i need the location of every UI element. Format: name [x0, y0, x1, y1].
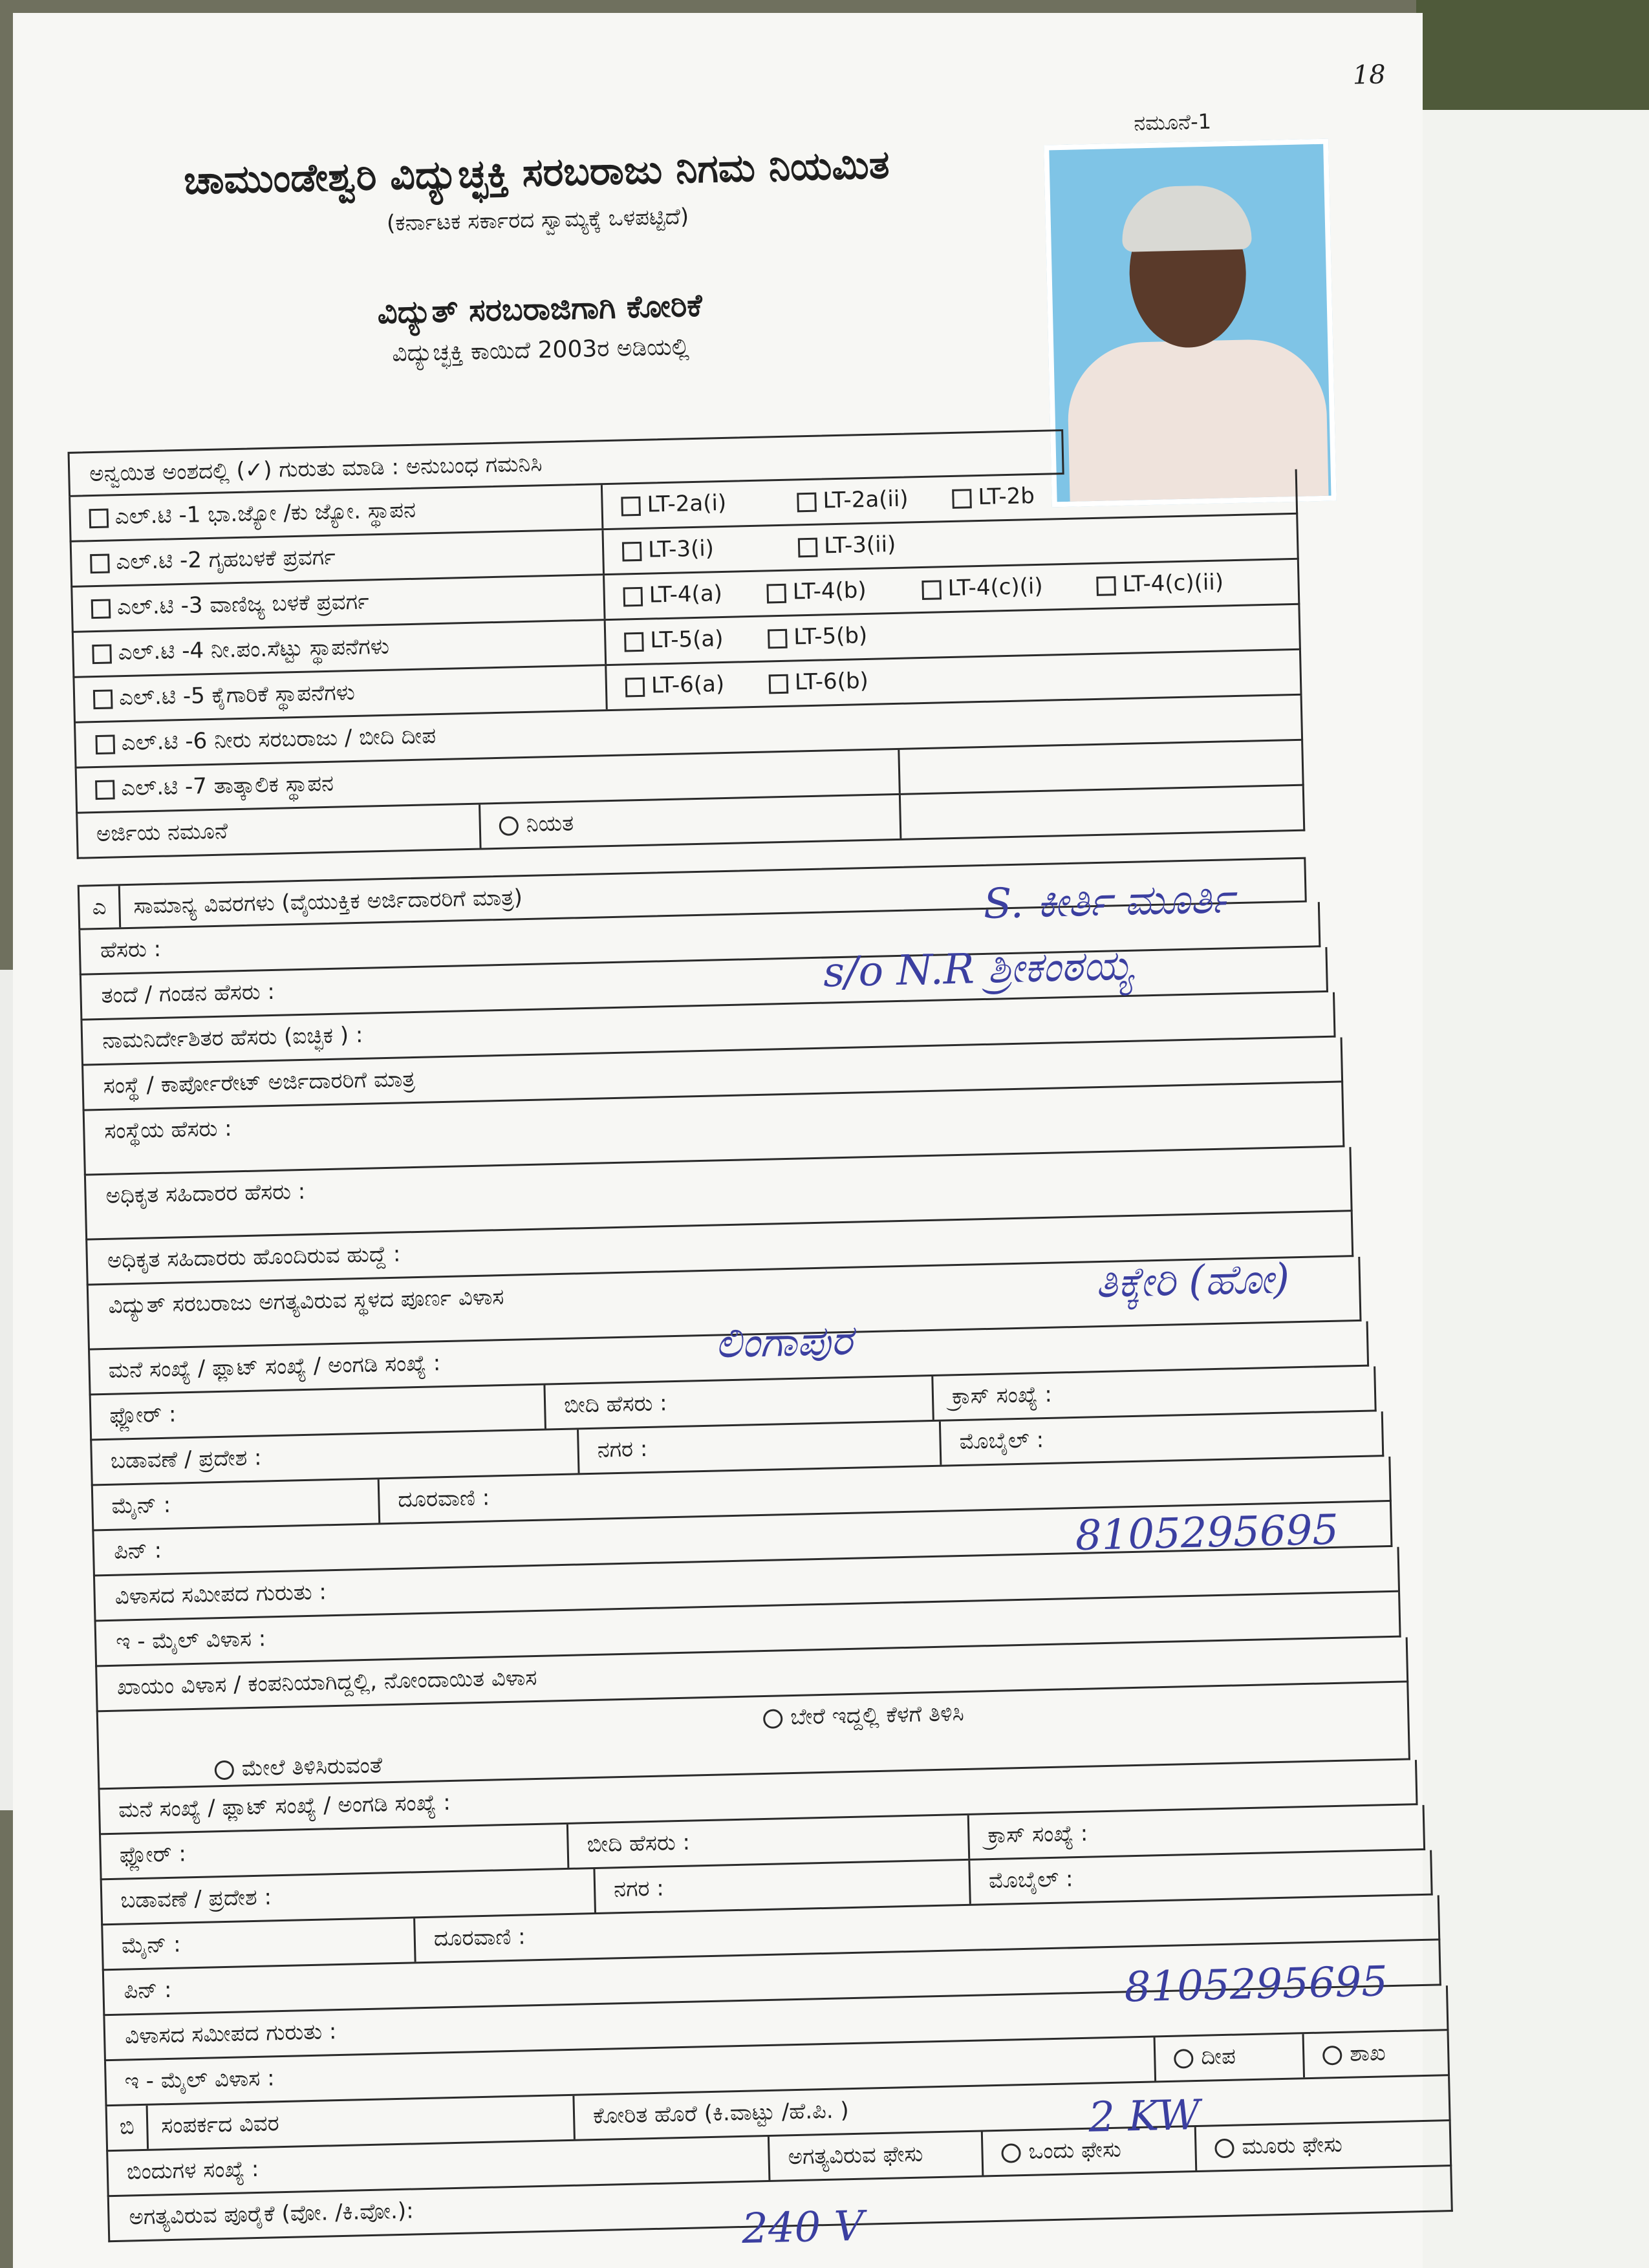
- cross-label: ಕ್ರಾಸ್ ಸಂಖ್ಯೆ :: [987, 1820, 1088, 1849]
- pin-label: ಪಿನ್ :: [124, 1976, 172, 2004]
- checkbox[interactable]: [623, 586, 643, 606]
- form-header: [32, 16, 1042, 376]
- same-option-label: ಮೇಲೆ ತಿಳಿಸಿರುವಂತೆ: [241, 1752, 383, 1782]
- section-title: ಸಾಮಾನ್ಯ ವಿವರಗಳು (ವೈಯುಕ್ತಿಕ ಅರ್ಜಿದಾರರಿಗೆ ಮಾತ್ರ): [133, 884, 523, 919]
- tariff-code: LT-2a(ii): [823, 486, 909, 514]
- radio-button[interactable]: [1174, 2049, 1194, 2069]
- radio-button[interactable]: [214, 1760, 234, 1780]
- nominee-label: ನಾಮನಿರ್ದೇಶಿತರ ಹೆಸರು (ಐಚ್ಛಿಕ ) :: [102, 1022, 363, 1054]
- category-label: ಎಲ್.ಟಿ -6 ನೀರು ಸರಬರಾಜು / ಬೀದಿ ದೀಪ: [121, 723, 436, 756]
- name-label: ಹೆಸರು :: [100, 936, 162, 963]
- photo-hair: [1121, 184, 1252, 252]
- form-subtitle: ವಿದ್ಯುಚ್ಛಕ್ತಿ ಕಾಯಿದೆ 2003ರ ಅಡಿಯಲ್ಲಿ: [391, 334, 690, 367]
- checkbox[interactable]: [952, 489, 972, 509]
- handwritten-name: S. ಕೀರ್ತಿ ಮೂರ್ತಿ: [982, 875, 1234, 928]
- radio-button[interactable]: [1214, 2138, 1234, 2158]
- form-sheet: [32, 8, 1460, 2262]
- checkbox[interactable]: [91, 599, 111, 619]
- checkbox[interactable]: [95, 780, 115, 800]
- application-type-option: ನಿಯತ: [526, 810, 574, 837]
- tariff-code: LT-4(c)(ii): [1122, 569, 1224, 597]
- checkbox[interactable]: [90, 553, 110, 573]
- application-type-label: ಅರ್ಜಿಯ ನಮೂನೆ: [96, 818, 228, 848]
- org-name-label: ಸಂಸ್ಥೆಯ ಹೆಸರು :: [103, 1115, 233, 1144]
- checkbox[interactable]: [768, 628, 788, 648]
- points-label: ಬಿಂದುಗಳ ಸಂಖ್ಯೆ :: [126, 2156, 259, 2185]
- checkbox[interactable]: [89, 508, 109, 528]
- main-label: ಮೈನ್ :: [111, 1492, 171, 1519]
- checkbox[interactable]: [95, 734, 115, 754]
- checkbox[interactable]: [93, 689, 113, 709]
- power-label: ಅಗತ್ಯವಿರುವ ಪೂರೈಕೆ (ವೋ. /ಕಿ.ವೋ.):: [129, 2198, 415, 2231]
- category-label: ಎಲ್.ಟಿ -2 ಗೃಹಬಳಕೆ ಪ್ರವರ್ಗ: [115, 544, 336, 575]
- radio-button[interactable]: [1322, 2045, 1342, 2065]
- phase-label: ಅಗತ್ಯವಿರುವ ಫೇಸು: [788, 2141, 923, 2170]
- email-label: ಇ - ಮೈಲ್ ವಿಳಾಸ :: [115, 1625, 266, 1655]
- category-label: ಎಲ್.ಟಿ -4 ನೀ.ಪಂ.ಸೆಟ್ಟು ಸ್ಥಾಪನೆಗಳು: [118, 633, 390, 666]
- heat-option: ಶಾಖ: [1349, 2040, 1386, 2067]
- page-number: 18: [1352, 59, 1386, 91]
- house-label: ಮನೆ ಸಂಖ್ಯೆ / ಫ್ಲಾಟ್ ಸಂಖ್ಯೆ / ಅಂಗಡಿ ಸಂಖ್ಯೆ :: [108, 1350, 441, 1384]
- form-paper: [13, 13, 1423, 2268]
- section-letter: ಬಿ: [107, 2106, 149, 2150]
- floor-label: ಫ್ಲೋರ್ :: [109, 1401, 177, 1429]
- checkbox[interactable]: [92, 644, 112, 664]
- three-phase-label: ಮೂರು ಫೇಸು: [1241, 2131, 1343, 2160]
- background-strip: [1416, 0, 1649, 110]
- main-label: ಮೈನ್ :: [121, 1931, 181, 1959]
- radio-button[interactable]: [499, 816, 519, 836]
- section-title: ಸಂಪರ್ಕದ ವಿವರ: [160, 2110, 280, 2139]
- category-label: ಎಲ್.ಟಿ -1 ಭಾ.ಜ್ಯೋ /ಕು ಜ್ಯೋ. ಸ್ಥಾಪನ: [114, 497, 416, 530]
- tariff-code: LT-3(ii): [823, 531, 896, 559]
- landmark-label: ವಿಳಾಸದ ಸಮೀಪದ ಗುರುತು :: [124, 2018, 337, 2049]
- house-label: ಮನೆ ಸಂಖ್ಯೆ / ಫ್ಲಾಟ್ ಸಂಖ್ಯೆ / ಅಂಗಡಿ ಸಂಖ್ಯೆ :: [118, 1790, 451, 1823]
- checkbox[interactable]: [798, 537, 818, 557]
- load-label: ಕೋರಿತ ಹೊರೆ (ಕಿ.ವಾಟ್ಟು /ಹೆ.ಪಿ. ): [592, 2097, 850, 2130]
- tariff-code: LT-5(a): [649, 626, 724, 654]
- single-phase-label: ಒಂದು ಫೇಸು: [1028, 2136, 1122, 2165]
- handwritten-address-1: ಲಿಂಗಾಪುರ: [715, 1316, 854, 1368]
- org-name: ಚಾಮುಂಡೇಶ್ವರಿ ವಿದ್ಯುಚ್ಛಕ್ತಿ ಸರಬರಾಜು ನಿಗಮ ನಿಯಮಿತ: [183, 142, 890, 204]
- permanent-address-label: ಖಾಯಂ ವಿಳಾಸ / ಕಂಪನಿಯಾಗಿದ್ದಲ್ಲಿ, ನೋಂದಾಯಿತ ವಿಳಾಸ: [116, 1664, 537, 1700]
- checkbox[interactable]: [1096, 576, 1116, 596]
- city-label: ನಗರ :: [597, 1435, 648, 1463]
- checkbox[interactable]: [621, 496, 641, 516]
- section-letter: ಎ: [80, 886, 121, 928]
- lamp-option: ದೀಪ: [1200, 2043, 1236, 2070]
- checkbox[interactable]: [766, 583, 786, 603]
- tariff-code: LT-4(b): [792, 577, 867, 605]
- pin-label: ಪಿನ್ :: [113, 1537, 162, 1565]
- form-number: ನಮೂನೆ-1: [1133, 109, 1212, 136]
- phone-label: ದೂರವಾಣಿ :: [433, 1923, 526, 1952]
- org-subtitle: (ಕರ್ನಾಟಕ ಸರ್ಕಾರದ ಸ್ವಾಮ್ಯಕ್ಕೆ ಒಳಪಟ್ಟಿದೆ): [386, 204, 689, 237]
- email-label: ಇ - ಮೈಲ್ ವಿಳಾಸ :: [124, 2065, 275, 2095]
- handwritten-mobile-2: 8105295695: [1123, 1958, 1388, 2012]
- radio-button[interactable]: [1001, 2143, 1021, 2163]
- floor-label: ಫ್ಲೋರ್ :: [119, 1841, 187, 1868]
- checkbox[interactable]: [921, 580, 942, 600]
- mobile-label: ಮೊಬೈಲ್ :: [988, 1866, 1073, 1894]
- tariff-code: LT-5(b): [793, 622, 868, 650]
- city-label: ನಗರ :: [613, 1875, 665, 1903]
- street-label: ಬೀದಿ ಹೆಸರು :: [587, 1829, 691, 1858]
- handwritten-address-2: ತಿಕ್ಕೇರಿ (ಹೋ): [1095, 1255, 1290, 1308]
- tariff-code: LT-6(a): [651, 670, 725, 699]
- phone-label: ದೂರವಾಣಿ :: [397, 1484, 490, 1513]
- checkbox[interactable]: [624, 632, 644, 652]
- tariff-code: LT-2b: [978, 483, 1035, 510]
- checkbox[interactable]: [622, 541, 642, 561]
- tariff-code: LT-4(a): [649, 581, 723, 608]
- tariff-code: LT-2a(i): [647, 489, 727, 518]
- checkbox[interactable]: [769, 674, 789, 694]
- other-option-label: ಬೇರೆ ಇದ್ದಲ್ಲಿ ಕೆಳಗೆ ತಿಳಿಸಿ: [790, 1700, 965, 1731]
- tariff-code: LT-4(c)(i): [947, 573, 1044, 602]
- handwritten-load: 2 KW: [1088, 2091, 1201, 2142]
- handwritten-father: s/o N.R ಶ್ರೀಕಂಠಯ್ಯ: [823, 941, 1134, 997]
- street-label: ಬೀದಿ ಹೆಸರು :: [563, 1390, 668, 1418]
- handwritten-power: 240 V: [741, 2202, 865, 2253]
- category-label: ಎಲ್.ಟಿ -3 ವಾಣಿಜ್ಯ ಬಳಕೆ ಪ್ರವರ್ಗ: [116, 588, 370, 621]
- supply-address-label: ವಿದ್ಯುತ್ ಸರಬರಾಜು ಅಗತ್ಯವಿರುವ ಸ್ಥಳದ ಪೂರ್ಣ ವಿಳಾಸ: [108, 1283, 504, 1319]
- father-label: ತಂದೆ / ಗಂಡನ ಹೆಸರು :: [101, 978, 275, 1009]
- auth-post-label: ಅಧಿಕೃತ ಸಹಿದಾರರು ಹೊಂದಿರುವ ಹುದ್ದೆ :: [107, 1241, 401, 1274]
- locality-label: ಬಡಾವಣೆ / ಪ್ರದೇಶ :: [110, 1444, 262, 1474]
- checkbox[interactable]: [797, 492, 817, 512]
- form-title: ವಿದ್ಯುತ್ ಸರಬರಾಜಿಗಾಗಿ ಕೋರಿಕೆ: [376, 287, 703, 331]
- checkbox[interactable]: [625, 677, 645, 697]
- category-label: ಎಲ್.ಟಿ -7 ತಾತ್ಕಾಲಿಕ ಸ್ಥಾಪನ: [120, 770, 334, 802]
- cross-label: ಕ್ರಾಸ್ ಸಂಖ್ಯೆ :: [951, 1381, 1053, 1410]
- tariff-code: LT-3(i): [647, 535, 715, 563]
- locality-label: ಬಡಾವಣೆ / ಪ್ರದೇಶ :: [120, 1884, 272, 1914]
- category-label: ಎಲ್.ಟಿ -5 ಕೈಗಾರಿಕೆ ಸ್ಥಾಪನೆಗಳು: [118, 679, 356, 711]
- radio-button[interactable]: [763, 1709, 783, 1729]
- landmark-label: ವಿಳಾಸದ ಸಮೀಪದ ಗುರುತು :: [114, 1579, 327, 1610]
- auth-name-label: ಅಧಿಕೃತ ಸಹಿದಾರರ ಹೆಸರು :: [105, 1178, 306, 1209]
- corp-label: ಸಂಸ್ಥೆ / ಕಾರ್ಪೋರೇಟ್ ಅರ್ಜಿದಾರರಿಗೆ ಮಾತ್ರ: [103, 1065, 416, 1099]
- mobile-label: ಮೊಬೈಲ್ :: [959, 1427, 1044, 1455]
- handwritten-mobile-1: 8105295695: [1075, 1506, 1339, 1560]
- tariff-code: LT-6(b): [794, 667, 869, 696]
- instruction-text: ಅನ್ವಯಿತ ಅಂಶದಲ್ಲಿ (✓) ಗುರುತು ಮಾಡಿ : ಅನುಬಂಧ ಗಮನಿಸಿ: [89, 451, 543, 487]
